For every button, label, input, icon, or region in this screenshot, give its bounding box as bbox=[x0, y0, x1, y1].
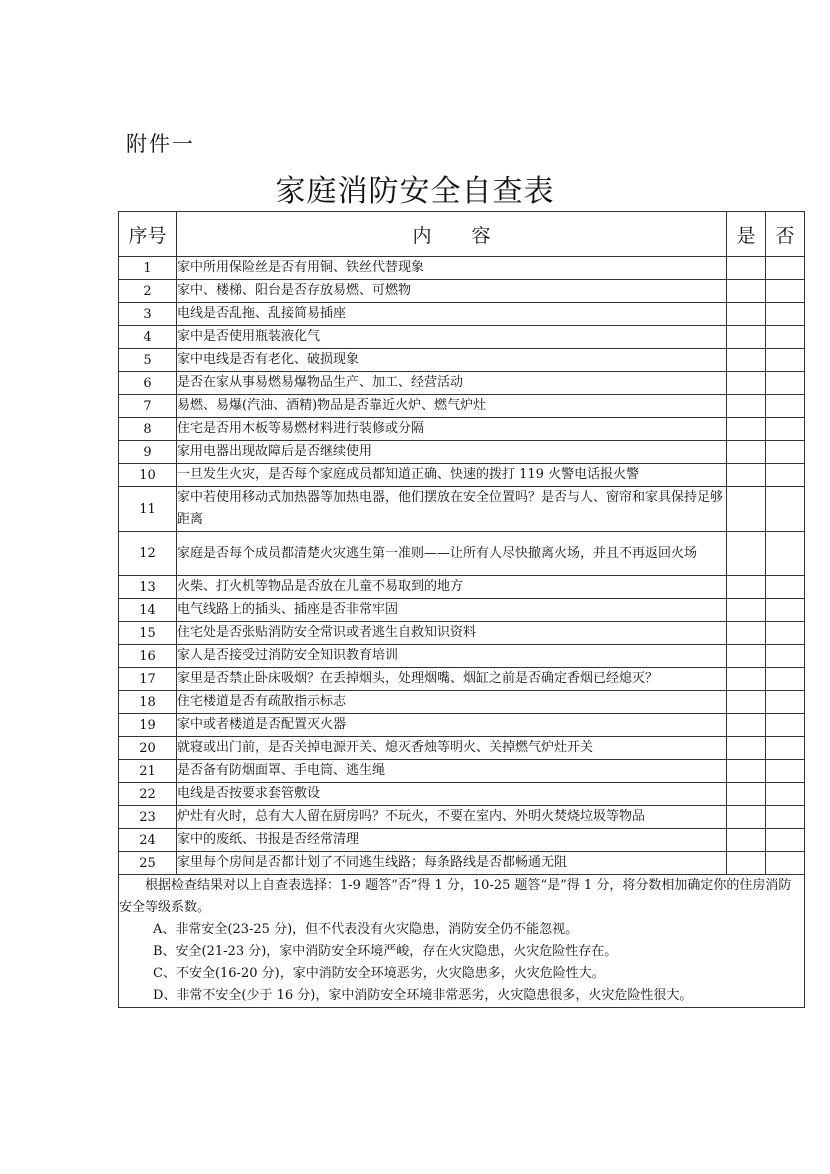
yes-checkbox-cell[interactable] bbox=[727, 349, 766, 372]
row-content: 电线是否按要求套管敷设 bbox=[177, 783, 727, 806]
yes-checkbox-cell[interactable] bbox=[727, 622, 766, 645]
no-checkbox-cell[interactable] bbox=[766, 372, 805, 395]
header-content-label: 内容 bbox=[412, 224, 531, 247]
no-checkbox-cell[interactable] bbox=[766, 622, 805, 645]
table-row bbox=[119, 645, 805, 668]
table-row bbox=[119, 806, 805, 829]
row-content: 家用电器出现故障后是否继续使用 bbox=[177, 441, 727, 464]
table-row bbox=[119, 668, 805, 691]
page-title: 家庭消防安全自查表 bbox=[275, 174, 555, 209]
yes-checkbox-cell[interactable] bbox=[727, 532, 766, 576]
scoring-intro: 根据检查结果对以上自查表选择：1-9 题答“否”得 1 分，10-25 题答“是”得 1 分，将分数相加确定你的住房消防安全等级系数。 bbox=[119, 878, 792, 915]
no-checkbox-cell[interactable] bbox=[766, 441, 805, 464]
level-a: A、非常安全(23-25 分)，但不代表没有火灾隐患，消防安全仍不能忽视。 bbox=[153, 922, 579, 937]
row-number: 3 bbox=[119, 303, 177, 326]
no-checkbox-cell[interactable] bbox=[766, 532, 805, 576]
table-row bbox=[119, 464, 805, 487]
table-row bbox=[119, 418, 805, 441]
row-number: 12 bbox=[119, 532, 177, 576]
no-checkbox-cell[interactable] bbox=[766, 668, 805, 691]
yes-checkbox-cell[interactable] bbox=[727, 691, 766, 714]
row-number: 20 bbox=[119, 737, 177, 760]
yes-checkbox-cell[interactable] bbox=[727, 760, 766, 783]
row-number: 2 bbox=[119, 280, 177, 303]
row-content: 一旦发生火灾，是否每个家庭成员都知道正确、快速的拨打 119 火警电话报火警 bbox=[177, 464, 727, 487]
table-header-row bbox=[119, 212, 805, 257]
row-number: 7 bbox=[119, 395, 177, 418]
no-checkbox-cell[interactable] bbox=[766, 760, 805, 783]
yes-checkbox-cell[interactable] bbox=[727, 737, 766, 760]
row-number: 16 bbox=[119, 645, 177, 668]
yes-checkbox-cell[interactable] bbox=[727, 829, 766, 852]
no-checkbox-cell[interactable] bbox=[766, 280, 805, 303]
row-content: 炉灶有火时，总有大人留在厨房吗？不玩火，不要在室内、外明火焚烧垃圾等物品 bbox=[177, 806, 727, 829]
table-row bbox=[119, 760, 805, 783]
row-number: 21 bbox=[119, 760, 177, 783]
table-row bbox=[119, 487, 805, 532]
yes-checkbox-cell[interactable] bbox=[727, 280, 766, 303]
header-content bbox=[177, 212, 727, 257]
scoring-notes-row bbox=[119, 875, 805, 1008]
row-content: 住宅处是否张贴消防安全常识或者逃生自救知识资料 bbox=[177, 622, 727, 645]
row-number: 6 bbox=[119, 372, 177, 395]
table-row bbox=[119, 532, 805, 576]
no-checkbox-cell[interactable] bbox=[766, 576, 805, 599]
no-checkbox-cell[interactable] bbox=[766, 783, 805, 806]
row-content: 住宅楼道是否有疏散指示标志 bbox=[177, 691, 727, 714]
row-content: 家中是否使用瓶装液化气 bbox=[177, 326, 727, 349]
yes-checkbox-cell[interactable] bbox=[727, 372, 766, 395]
row-content: 家庭是否每个成员都清楚火灾逃生第一准则——让所有人尽快撤离火场，并且不再返回火场 bbox=[177, 532, 727, 576]
row-number: 14 bbox=[119, 599, 177, 622]
row-content: 家中的废纸、书报是否经常清理 bbox=[177, 829, 727, 852]
row-number: 5 bbox=[119, 349, 177, 372]
row-content: 电线是否乱拖、乱接简易插座 bbox=[177, 303, 727, 326]
table-row bbox=[119, 783, 805, 806]
row-number: 22 bbox=[119, 783, 177, 806]
table-row bbox=[119, 829, 805, 852]
yes-checkbox-cell[interactable] bbox=[727, 599, 766, 622]
level-b: B、安全(21-23 分)，家中消防安全环境严峻，存在火灾隐患，火灾危险性存在。 bbox=[153, 944, 618, 959]
row-number: 25 bbox=[119, 852, 177, 875]
table-row bbox=[119, 349, 805, 372]
checklist-table bbox=[118, 211, 805, 1008]
yes-checkbox-cell[interactable] bbox=[727, 257, 766, 280]
table-row bbox=[119, 737, 805, 760]
yes-checkbox-cell[interactable] bbox=[727, 464, 766, 487]
row-number: 8 bbox=[119, 418, 177, 441]
no-checkbox-cell[interactable] bbox=[766, 852, 805, 875]
table-row bbox=[119, 852, 805, 875]
row-content: 就寝或出门前，是否关掉电源开关、熄灭香烛等明火、关掉燃气炉灶开关 bbox=[177, 737, 727, 760]
table-row bbox=[119, 691, 805, 714]
header-number: 序号 bbox=[119, 212, 177, 257]
level-c: C、不安全(16-20 分)，家中消防安全环境恶劣，火灾隐患多，火灾危险性大。 bbox=[153, 966, 605, 981]
row-content: 家中所用保险丝是否有用铜、铁丝代替现象 bbox=[177, 257, 727, 280]
no-checkbox-cell[interactable] bbox=[766, 737, 805, 760]
no-checkbox-cell[interactable] bbox=[766, 257, 805, 280]
attachment-label: 附件一 bbox=[126, 132, 195, 156]
table-row bbox=[119, 372, 805, 395]
no-checkbox-cell[interactable] bbox=[766, 395, 805, 418]
no-checkbox-cell[interactable] bbox=[766, 599, 805, 622]
no-checkbox-cell[interactable] bbox=[766, 303, 805, 326]
yes-checkbox-cell[interactable] bbox=[727, 326, 766, 349]
row-number: 17 bbox=[119, 668, 177, 691]
level-d: D、非常不安全(少于 16 分)，家中消防安全环境非常恶劣，火灾隐患很多，火灾危险性很大。 bbox=[153, 988, 693, 1003]
row-number: 15 bbox=[119, 622, 177, 645]
row-content: 家里每个房间是否都计划了不同逃生线路；每条路线是否都畅通无阻 bbox=[177, 852, 727, 875]
yes-checkbox-cell[interactable] bbox=[727, 668, 766, 691]
yes-checkbox-cell[interactable] bbox=[727, 487, 766, 532]
table-row bbox=[119, 576, 805, 599]
header-yes: 是 bbox=[727, 212, 766, 257]
row-content: 家人是否接受过消防安全知识教育培训 bbox=[177, 645, 727, 668]
header-no: 否 bbox=[766, 212, 805, 257]
no-checkbox-cell[interactable] bbox=[766, 829, 805, 852]
table-row bbox=[119, 714, 805, 737]
no-checkbox-cell[interactable] bbox=[766, 806, 805, 829]
table-row bbox=[119, 257, 805, 280]
row-number: 23 bbox=[119, 806, 177, 829]
yes-checkbox-cell[interactable] bbox=[727, 852, 766, 875]
no-checkbox-cell[interactable] bbox=[766, 691, 805, 714]
no-checkbox-cell[interactable] bbox=[766, 349, 805, 372]
row-content: 是否在家从事易燃易爆物品生产、加工、经营活动 bbox=[177, 372, 727, 395]
table-row bbox=[119, 441, 805, 464]
yes-checkbox-cell[interactable] bbox=[727, 303, 766, 326]
row-content: 家里是否禁止卧床吸烟？在丢掉烟头，处理烟嘴、烟缸之前是否确定香烟已经熄灭？ bbox=[177, 668, 727, 691]
row-content: 家中、楼梯、阳台是否存放易燃、可燃物 bbox=[177, 280, 727, 303]
table-row bbox=[119, 599, 805, 622]
table-row bbox=[119, 326, 805, 349]
no-checkbox-cell[interactable] bbox=[766, 645, 805, 668]
row-number: 1 bbox=[119, 257, 177, 280]
yes-checkbox-cell[interactable] bbox=[727, 441, 766, 464]
row-content: 家中电线是否有老化、破损现象 bbox=[177, 349, 727, 372]
table-row bbox=[119, 280, 805, 303]
row-number: 24 bbox=[119, 829, 177, 852]
yes-checkbox-cell[interactable] bbox=[727, 645, 766, 668]
row-number: 19 bbox=[119, 714, 177, 737]
yes-checkbox-cell[interactable] bbox=[727, 783, 766, 806]
no-checkbox-cell[interactable] bbox=[766, 714, 805, 737]
row-number: 13 bbox=[119, 576, 177, 599]
row-number: 9 bbox=[119, 441, 177, 464]
scoring-notes bbox=[119, 875, 805, 1008]
row-content: 家中或者楼道是否配置灭火器 bbox=[177, 714, 727, 737]
row-content: 是否备有防烟面罩、手电筒、逃生绳 bbox=[177, 760, 727, 783]
yes-checkbox-cell[interactable] bbox=[727, 418, 766, 441]
no-checkbox-cell[interactable] bbox=[766, 418, 805, 441]
row-content: 住宅是否用木板等易燃材料进行装修或分隔 bbox=[177, 418, 727, 441]
table-row bbox=[119, 303, 805, 326]
yes-checkbox-cell[interactable] bbox=[727, 714, 766, 737]
no-checkbox-cell[interactable] bbox=[766, 487, 805, 532]
table-row bbox=[119, 622, 805, 645]
no-checkbox-cell[interactable] bbox=[766, 464, 805, 487]
row-content: 电气线路上的插头、插座是否非常牢固 bbox=[177, 599, 727, 622]
yes-checkbox-cell[interactable] bbox=[727, 576, 766, 599]
row-number: 11 bbox=[119, 487, 177, 532]
yes-checkbox-cell[interactable] bbox=[727, 806, 766, 829]
row-number: 4 bbox=[119, 326, 177, 349]
row-content: 家中若使用移动式加热器等加热电器，他们摆放在安全位置吗？是否与人、窗帘和家具保持足够距离 bbox=[177, 487, 727, 532]
row-number: 18 bbox=[119, 691, 177, 714]
yes-checkbox-cell[interactable] bbox=[727, 395, 766, 418]
table-row bbox=[119, 395, 805, 418]
row-content: 易燃、易爆(汽油、酒精)物品是否靠近火炉、燃气炉灶 bbox=[177, 395, 727, 418]
row-number: 10 bbox=[119, 464, 177, 487]
row-content: 火柴、打火机等物品是否放在儿童不易取到的地方 bbox=[177, 576, 727, 599]
no-checkbox-cell[interactable] bbox=[766, 326, 805, 349]
